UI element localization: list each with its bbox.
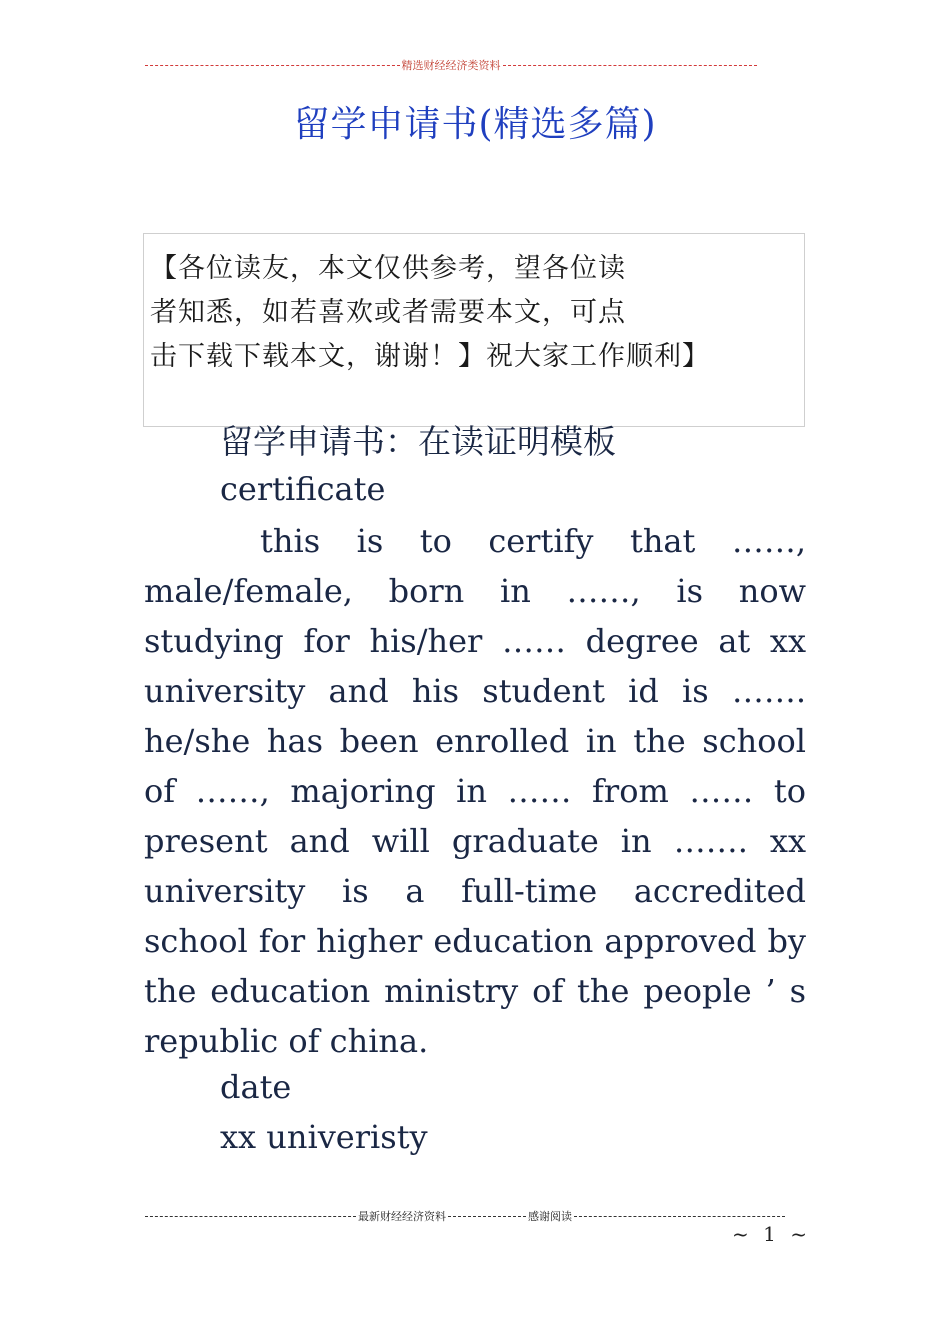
header-dash-right (503, 65, 758, 66)
paragraph-text: this is to certify that ……, male/female, born in ……, is now studying for his/her …… degree at xx university and his student id is ……. he/she has been enrolled in the school of ……, majoring in …… from …… to present and will graduate in ……. xx university is a full-time accredited school for higher education approved by the education ministry of the people ’ s republic of china. (144, 522, 806, 1060)
notice-line-1: 【各位读友，本文仅供参考，望各位读 (150, 253, 626, 284)
date-label: date (220, 1068, 292, 1106)
footer-rule (145, 1209, 785, 1223)
notice-line-3: 击下载下载本文，谢谢！】祝大家工作顺利】 (150, 341, 710, 372)
header-dash-left (145, 65, 400, 66)
section-heading: 留学申请书：在读证明模板 (220, 422, 616, 461)
signature-university: xx univeristy (220, 1118, 428, 1156)
footer-left-label: 最新财经经济资料 (358, 1210, 446, 1223)
header-rule (145, 58, 757, 72)
footer-dash-right (574, 1216, 785, 1217)
notice-line-2: 者知悉，如若喜欢或者需要本文，可点 (150, 297, 626, 328)
certificate-paragraph (144, 516, 806, 1066)
footer-dash-left (145, 1216, 356, 1217)
footer-right-label: 感谢阅读 (528, 1210, 572, 1223)
document-title: 留学申请书(精选多篇) (293, 104, 657, 145)
page-number: ~ 1 ~ (732, 1222, 811, 1246)
header-label: 精选财经经济类资料 (401, 59, 501, 72)
notice-box (143, 233, 805, 427)
certificate-label: certificate (220, 470, 386, 508)
footer-dash-mid (448, 1216, 526, 1217)
